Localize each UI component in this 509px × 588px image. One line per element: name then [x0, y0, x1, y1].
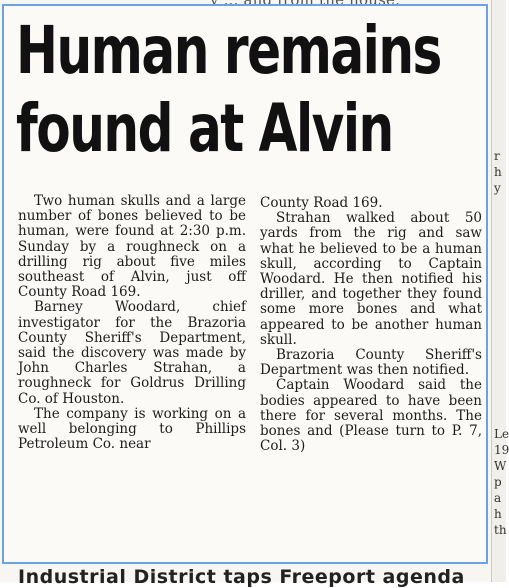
bottom-neighbor-headline: Industrial District taps Freeport agenda: [18, 566, 465, 588]
edge-fragment: h: [494, 165, 502, 179]
article-column-right: [260, 196, 482, 454]
right-neighbor-strip: [491, 0, 509, 582]
article-clipping[interactable]: [2, 4, 488, 564]
article-paragraph: Two human skulls and a large number of bones believed to be human, were found at 2:30 p.m. Sunday by a roughneck on a drilling rig about five miles southeast of Alvin, just off County Road 169.: [18, 193, 246, 301]
article-paragraph: Brazoria County Sheriff's Department was then notified.: [260, 347, 482, 379]
edge-fragment: r: [494, 149, 500, 163]
edge-fragment: th: [494, 523, 507, 537]
edge-fragment: y: [494, 181, 501, 195]
edge-fragment: p: [494, 475, 502, 489]
headline-line-2: found at Alvin: [16, 90, 393, 167]
article-paragraph: County Road 169.: [260, 195, 383, 211]
edge-fragment: h: [494, 507, 502, 521]
article-paragraph: Captain Woodard said the bodies appeared to have been there for several months. The bones and (Please turn to P. 7, Col. 3): [260, 377, 482, 455]
article-paragraph: Strahan walked about 50 yards from the rig and saw what he believed to be a human skull, according to Captain Woodard. He then notified his driller, and together they found some more bones and what appeared to be another human skull.: [260, 210, 482, 348]
edge-fragment: W: [494, 459, 507, 473]
edge-fragment: a: [494, 491, 502, 505]
edge-fragment: Le: [494, 427, 509, 441]
article-paragraph: The company is working on a well belonging to Phillips Petroleum Co. near: [18, 405, 246, 453]
edge-fragment: 19: [494, 443, 509, 457]
headline-line-1: Human remains: [16, 12, 441, 89]
article-headline: [16, 12, 441, 168]
article-column-left: [18, 194, 246, 452]
article-paragraph: Barney Woodard, chief investigator for the Brazoria County Sheriff's Department, said the discovery was made by John Charles Strahan, a roughneck for Goldrus Drilling Co. of Houston.: [18, 299, 246, 407]
